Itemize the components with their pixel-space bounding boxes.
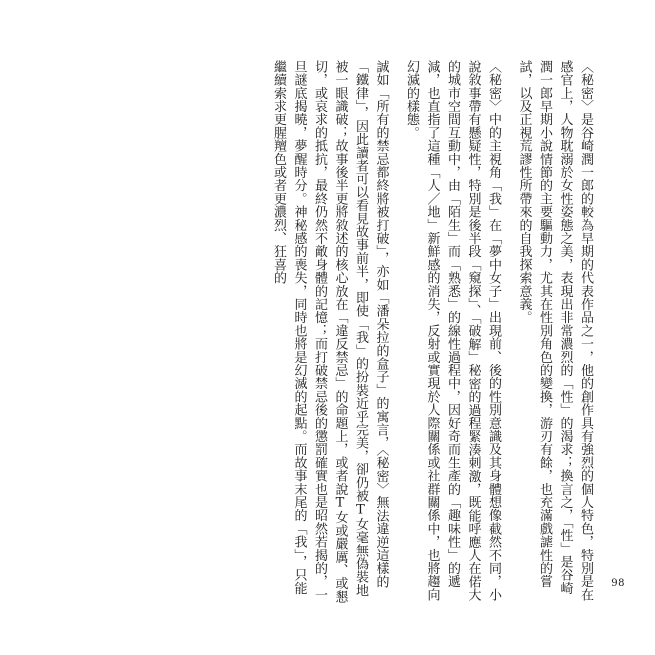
paragraph-2: 〈秘密〉中的主視角「我」在「夢中女子」出現前、後的性別意識及其身體想像截然不同，小說敘事帶有懸疑性，特別是後半段「窺探」、「破解」秘密的過程緊湊刺激，既能呼應人在偌大的城市空間互動中，由「陌生」而「熟悉」的線性過程中，因好奇而生產的「趣味性」的遞減，也直指了這種「人／地」新鮮感的消失，反射或實現於人際關係或社群關係中，也將趨向幻滅的樣態。	[404, 60, 501, 602]
paragraph-3: 誠如「所有的禁忌都終將被打破」，亦如「潘朵拉的盒子」的寓言，〈秘密〉無法違逆這樣的「鐵律」，因此讀者可以看見故事前半，即使「我」的扮裝近乎完美，卻仍被T女毫無偽裝地被一眼識破；故事後半更將敘述的核心放在「違反禁忌」的命題上，或者說T女或嚴厲、或懇切，或哀求的抵抗，最終仍然不敵身體的記憶；而打破禁忌後的懲罰確實也是昭然若揭的，一旦謎底揭曉，夢醒時分。神秘感的喪失，同時也將是幻滅的起點。而故事末尾的「我」，只能繼續索求更腥羶色或者更濃烈、狂喜的	[271, 60, 389, 604]
paragraph-1: 〈秘密〉是谷崎潤一郎的較為早期的代表作品之一，他的創作具有強烈的個人特色，特別是在感官上，人物耽溺於女性姿態之美，表現出非常濃烈的「性」的渴求；換言之，「性」是谷崎潤一郎早期小說情節的主要驅動力，尤其在性別角色的變換，游刃有餘，也充滿戲謔性的嘗試，以及正視荒謬性所帶來的自我探索意義。	[516, 60, 593, 602]
page-number: 98	[611, 578, 625, 589]
vertical-text-body	[55, 60, 595, 605]
